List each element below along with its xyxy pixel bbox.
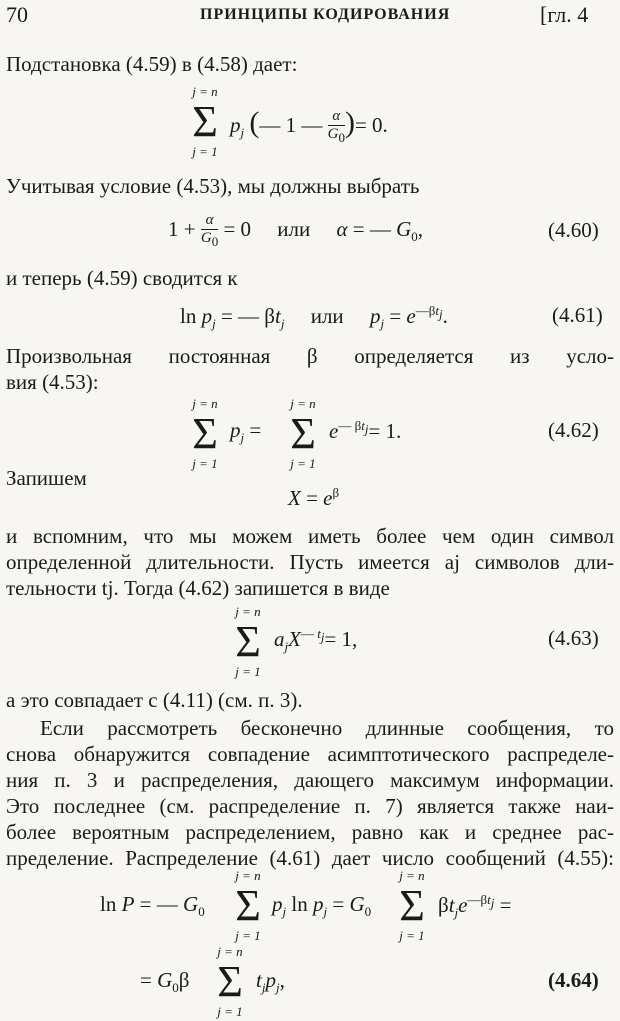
page-number: 70 xyxy=(6,2,28,27)
sum-upper-limit: j = n xyxy=(290,396,316,411)
paragraph-arbitrary-constant-line1: Произвольная постоянная β определяется из усло- xyxy=(6,344,614,368)
sum-upper-limit: j = n xyxy=(192,396,218,411)
equation-number-4-61: (4.61) xyxy=(552,303,603,327)
sum-sign: Σ xyxy=(192,97,218,146)
sum-sign: Σ xyxy=(235,617,261,666)
paragraph-infinite-messages-line4: Это последнее (см. распределение п. 7) является также наи- xyxy=(6,794,614,818)
paragraph-condition: Учитывая условие (4.53), мы должны выбрать xyxy=(6,174,420,198)
sum-upper-limit: j = n xyxy=(399,868,425,883)
sum-sign: Σ xyxy=(399,881,425,930)
sum-lower-limit: j = 1 xyxy=(217,1004,243,1019)
paragraph-infinite-messages-line1: Если рассмотреть бесконечно длинные сообщения, то xyxy=(40,716,614,740)
paragraph-infinite-messages-line3: ния п. 3 и распределения, дающего максимум информации. xyxy=(6,768,614,792)
sum-lower-limit: j = 1 xyxy=(192,456,218,471)
sum-lower-limit: j = 1 xyxy=(235,928,261,943)
paragraph-coincides: а это совпадает с (4.11) (см. п. 3). xyxy=(6,688,303,712)
paragraph-infinite-messages-line5: более вероятным распределением, равно как и среднее рас- xyxy=(6,820,614,844)
equation-number-4-60: (4.60) xyxy=(548,218,599,242)
paragraph-infinite-messages-line2: снова обнаружится совпадение асимптотического распределе- xyxy=(6,742,614,766)
sum-lower-limit: j = 1 xyxy=(192,144,218,159)
paragraph-write: Запишем xyxy=(6,466,87,490)
equation-4-64-line1: ln P = — $G_0$ j = n Σ j = 1 $p_j$ $\ln p_j = G_0$ j = n Σ j = 1 $\beta t_je^{—\beta t_j}$ = xyxy=(100,868,512,943)
equation-number-4-63: (4.63) xyxy=(548,626,599,650)
paragraph-recall-line2: определенной длительности. Пусть имеется aj символов дли- xyxy=(6,550,614,574)
sum-upper-limit: j = n xyxy=(217,944,243,959)
equation-4-61: $\ln p_j$ = — $\beta t_j$ или $p_j = e^{—\beta t_j}$. xyxy=(180,303,448,332)
sum-upper-limit: j = n xyxy=(235,868,261,883)
sum-upper-limit: j = n xyxy=(192,84,218,99)
sum-lower-limit: j = 1 xyxy=(290,456,316,471)
paragraph-substitution: Подстановка (4.59) в (4.58) дает: xyxy=(6,52,298,76)
equation-number-4-62: (4.62) xyxy=(548,418,599,442)
sum-sign: Σ xyxy=(290,409,316,458)
equation-x-definition: $X = e^\beta$ xyxy=(288,485,340,510)
equation-number-4-64: (4.64) xyxy=(548,968,599,992)
paragraph-reduces: и теперь (4.59) сводится к xyxy=(6,266,238,290)
chapter-marker: [гл. 4 xyxy=(540,2,589,27)
paragraph-recall-line1: и вспомним, что мы можем иметь более чем один символ xyxy=(6,524,614,548)
sum-lower-limit: j = 1 xyxy=(235,664,261,679)
paragraph-recall-line3: тельности tj. Тогда (4.62) запишется в виде xyxy=(6,576,390,600)
running-title: ПРИНЦИПЫ КОДИРОВАНИЯ xyxy=(200,6,451,23)
sum-sign: Σ xyxy=(217,957,243,1006)
paragraph-arbitrary-constant-line2: вия (4.53): xyxy=(6,370,99,394)
sum-sign: Σ xyxy=(235,881,261,930)
sum-sign: Σ xyxy=(192,409,218,458)
sum-lower-limit: j = 1 xyxy=(399,928,425,943)
equation-4-64-line2: = $G_0\beta$ j = n Σ j = 1 $t_jp_j$, xyxy=(140,944,285,1019)
sum-upper-limit: j = n xyxy=(235,604,261,619)
equation-4-60: 1 + $\frac{\alpha}{G_0}$ = 0 или α = — $G_0$, xyxy=(168,212,424,249)
paragraph-infinite-messages-line6: пределение. Распределение (4.61) дает число сообщений (4.55): xyxy=(6,846,614,870)
